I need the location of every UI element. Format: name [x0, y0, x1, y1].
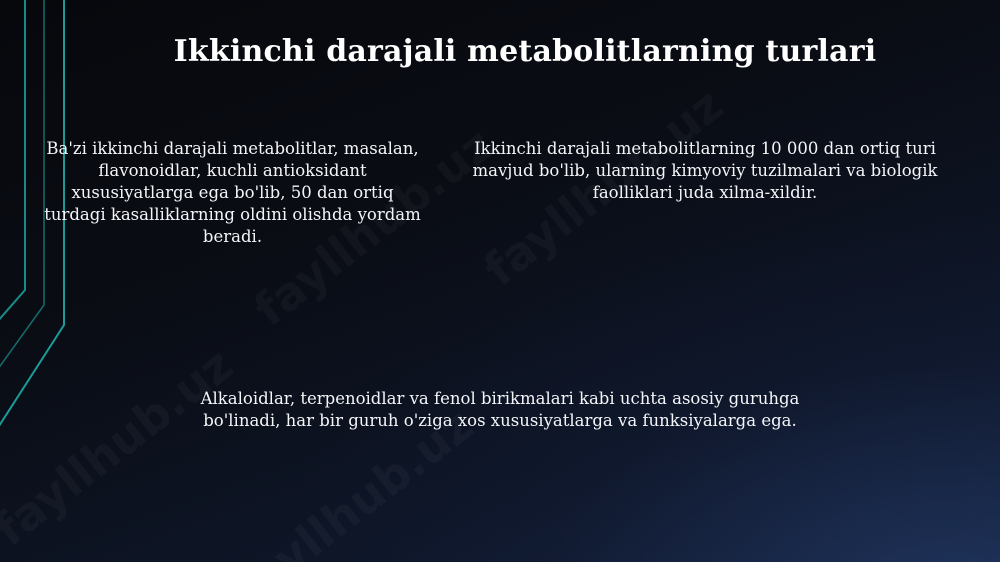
- decorative-lines: [0, 0, 120, 562]
- paragraph-groups: Alkaloidlar, terpenoidlar va fenol birikmalari kabi uchta asosiy guruhga bo'linadi, har bir guruh o'ziga xos xususiyatlarga va funksiyalarga ega.: [200, 389, 800, 430]
- paragraph-types-count: Ikkinchi darajali metabolitlarning 10 000 dan ortiq turi mavjud bo'lib, ularning kimyoviy tuzilmalari va biologik faolliklari juda xilma-xildir.: [472, 139, 938, 202]
- slide-title: Ikkinchi darajali metabolitlarning turlari: [173, 34, 877, 69]
- paragraph-flavonoids: Ba'zi ikkinchi darajali metabolitlar, masalan, flavonoidlar, kuchli antioksidant xususiyatlarga ega bo'lib, 50 dan ortiq turdagi kasalliklarning oldini olishda yordam beradi.: [44, 139, 421, 246]
